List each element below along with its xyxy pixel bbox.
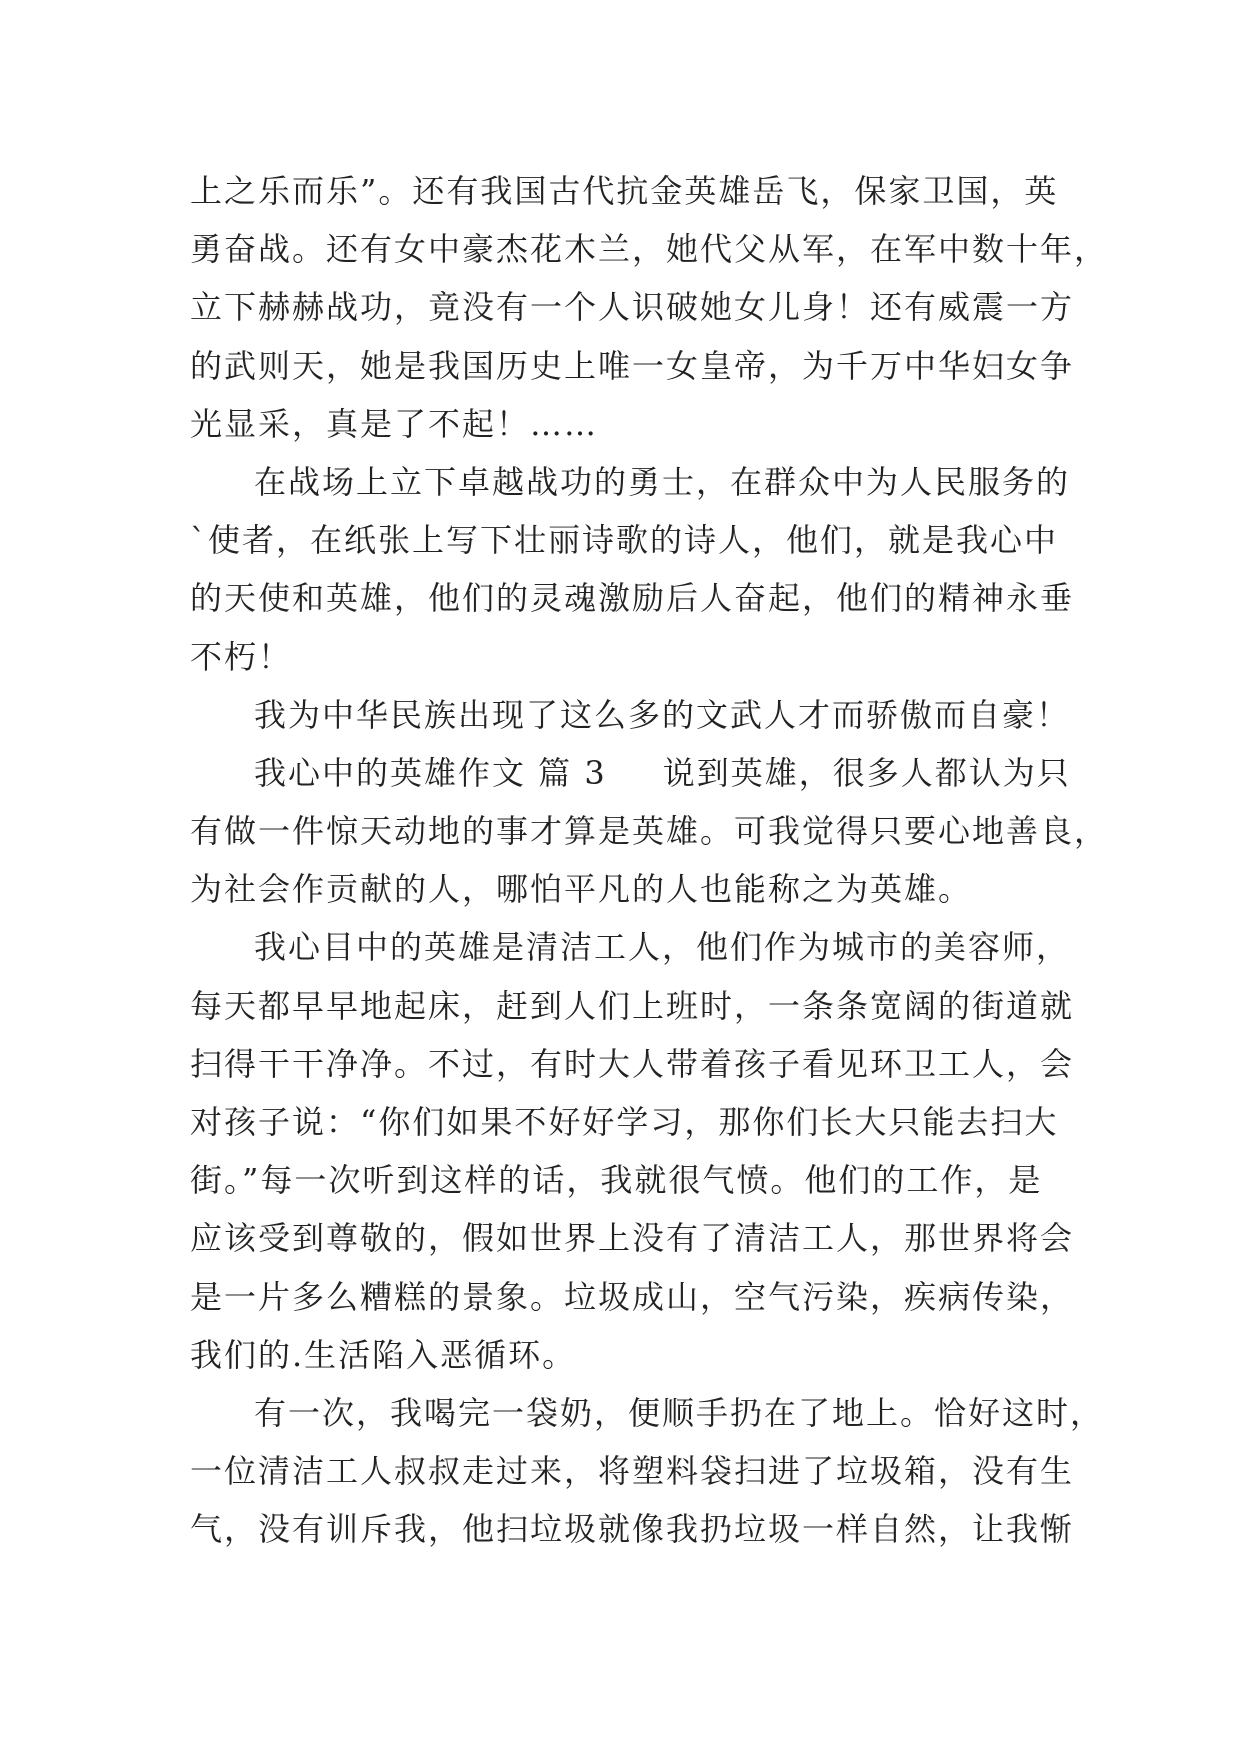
text-line: 光显采，真是了不起！…… — [190, 404, 599, 443]
text-line: 我们的.生活陷入恶循环。 — [190, 1335, 577, 1374]
text-line: 每天都早早地起床，赶到人们上班时，一条条宽阔的街道就 — [190, 986, 1075, 1025]
text-line: 街。”每一次听到这样的话，我就很气愤。他们的工作，是 — [190, 1161, 1043, 1200]
section-heading: 我心中的英雄作文 篇 3 — [254, 753, 607, 792]
text-line: 扫得干干净净。不过，有时大人带着孩子看见环卫工人，会 — [190, 1044, 1075, 1083]
paragraph-start-line: 在战场上立下卓越战功的勇士，在群众中为人民服务的 — [254, 462, 1071, 501]
paragraph-start-line: 有一次，我喝完一袋奶，便顺手扔在了地上。恰好这时， — [254, 1393, 1105, 1432]
text-line: 气，没有训斥我，他扫垃圾就像我扔垃圾一样自然，让我惭 — [190, 1510, 1075, 1549]
text-line: `使者，在纸张上写下壮丽诗歌的诗人，他们，就是我心中 — [190, 521, 1059, 560]
section-heading-line — [190, 744, 1070, 802]
text-line: 不朽！ — [190, 637, 293, 676]
text-line: 应该受到尊敬的，假如世界上没有了清洁工人，那世界将会 — [190, 1219, 1075, 1258]
paragraph-start-line: 我心目中的英雄是清洁工人，他们作为城市的美容师， — [254, 928, 1071, 967]
text-line: 有做一件惊天动地的事才算是英雄。可我觉得只要心地善良， — [190, 812, 1109, 851]
section-lead-text: 说到英雄，很多人都认为只 — [662, 753, 1071, 792]
paragraph-start-line: 我为中华民族出现了这么多的文武人才而骄傲而自豪！ — [254, 695, 1071, 734]
article-body — [190, 162, 1109, 1559]
text-line: 勇奋战。还有女中豪杰花木兰，她代父从军，在军中数十年， — [190, 230, 1109, 269]
text-line: 的武则天，她是我国历史上唯一女皇帝，为千万中华妇女争 — [190, 346, 1075, 385]
text-line: 的天使和英雄，他们的灵魂激励后人奋起，他们的精神永垂 — [190, 579, 1075, 618]
text-line: 是一片多么糟糕的景象。垃圾成山，空气污染，疾病传染， — [190, 1277, 1075, 1316]
text-line: 立下赫赫战功，竟没有一个人识破她女儿身！还有威震一方 — [190, 288, 1075, 327]
text-line: 对孩子说：“你们如果不好好学习，那你们长大只能去扫大 — [190, 1103, 1059, 1141]
text-line: 一位清洁工人叔叔走过来，将塑料袋扫进了垃圾箱，没有生 — [190, 1452, 1075, 1491]
text-line: 上之乐而乐”。还有我国古代抗金英雄岳飞，保家卫国，英 — [190, 172, 1059, 210]
text-line: 为社会作贡献的人，哪怕平凡的人也能称之为英雄。 — [190, 870, 973, 909]
